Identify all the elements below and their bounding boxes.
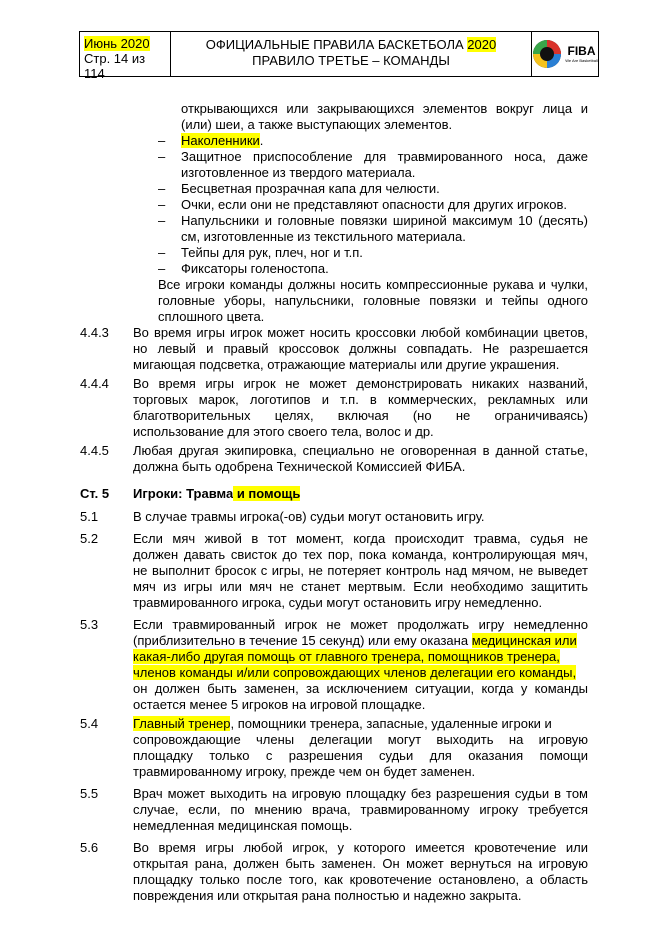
list-dash: – [158,213,166,228]
paragraph-line: должен давать свисток до тех пор, пока команда, контролирующая мяч, [133,547,588,562]
list-item: Очки, если они не представляют опасности для других игроков. [181,197,568,212]
paragraph-line: но левый и правый кроссовок должны совпадать. Не разрешается [133,341,588,356]
paragraph-line: использование для этого своего тела, волос и др. [133,424,434,439]
paragraph-line: немедленная медицинская помощь. [133,818,353,833]
paragraph-line: Любая другая экипировка, специально не оговоренная в данной статье, [133,443,588,458]
section-number: 5.3 [80,617,99,632]
paragraph-line: мигающая подсветка, отражающие материалы или другие украшения. [133,357,560,372]
logo-text: FIBA [567,44,596,58]
paragraph-line: площадку только после того, как кровотечение остановлено, а область [133,872,588,887]
paragraph-line: случае, если, по мнению врача, травмированному игроку требуется [133,802,588,817]
paragraph-line: какая-либо другая помощь от главного тренера, помощников тренера, [133,649,560,664]
list-note: сплошного цвета. [158,309,265,324]
header-title: ОФИЦИАЛЬНЫЕ ПРАВИЛА БАСКЕТБОЛА 2020 [205,37,497,52]
fiba-logo [532,32,598,76]
list-note: головные уборы, напульсники, головные повязки и тейпы одного [158,293,588,308]
list-item: Защитное приспособление для травмированного носа, даже [181,149,588,164]
paragraph-line: открытая рана, должен быть заменен. Он может вернуться на игровую [133,856,588,871]
paragraph-line: Во время игры любой игрок, у которого имеется кровотечение или [133,840,588,855]
section-number: 4.4.4 [80,376,109,391]
paragraph-line: Врач может выходить на игровую площадку без разрешения судьи в том [133,786,588,801]
list-dash: – [158,181,166,196]
header-subtitle: ПРАВИЛО ТРЕТЬЕ – КОМАНДЫ [252,53,450,68]
section-number: 5.2 [80,531,99,546]
paragraph-line: Главный тренер, помощники тренера, запасные, удаленные игроки и [133,716,552,731]
paragraph-line: остается менее 5 игроков на игровой площадке. [133,697,426,712]
header-title-box [171,32,532,76]
page-header [79,31,599,81]
section-number: 5.6 [80,840,99,855]
paragraph-line: он должен быть заменен, за исключением ситуации, когда у команды [133,681,588,696]
list-dash: – [158,197,166,212]
paragraph-line: торговых марок, логотипов и т.п. в коммерческих, рекламных или [133,392,588,407]
list-cont-line: открывающихся или закрывающихся элементов вокруг лица и [181,101,588,116]
list-dash: – [158,261,166,276]
logo-tagline: We Are Basketball [565,58,598,63]
article-title: Игроки: Травма и помощь [133,486,301,501]
paragraph-line: площадку только с разрешения судьи для оказания помощи [133,748,588,763]
header-page-label: Стр. 14 из [84,51,146,66]
paragraph-line: травмированному игроку, прежде чем он будет заменен. [133,764,476,779]
header-date: Июнь 2020 [84,36,150,51]
paragraph-line: благотворительных целях, включая (но не ограничиваясь) [133,408,588,423]
paragraph-line: Во время игры игрок не может демонстрировать никаких названий, [133,376,588,391]
section-number: 4.4.3 [80,325,109,340]
header-date-box [80,32,171,81]
list-item: Тейпы для рук, плеч, ног и т.п. [181,245,363,260]
paragraph-line: (приблизительно в течение 15 секунд) или ему оказана медицинская или [133,633,577,648]
section-number: 4.4.5 [80,443,109,458]
paragraph-line: должна быть одобрена Технической Комиссией ФИБА. [133,459,466,474]
list-note: Все игроки команды должны носить компрессионные рукава и чулки, [158,277,588,292]
list-item: Фиксаторы голеностопа. [181,261,329,276]
list-item: Наколенники. [181,133,264,148]
list-cont-line2: (или) шеи, а также выступающих элементов. [181,117,453,132]
paragraph-line: Если травмированный игрок не может продолжать игру немедленно [133,617,588,632]
basketball-icon [532,39,562,69]
list-item-cont: изготовленное из твердого материала. [181,165,416,180]
header-page-total: 114 [84,66,105,81]
paragraph-line: В случае травмы игрока(-ов) судьи могут остановить игру. [133,509,485,524]
paragraph-line: травмированного игрока, судьи могут остановить игру немедленно. [133,595,543,610]
list-dash: – [158,149,166,164]
list-dash: – [158,133,166,148]
paragraph-line: сопровождающие члены делегации могут выходить на игровую [133,732,588,747]
paragraph-line: Во время игры игрок может носить кроссовки любой комбинации цветов, [133,325,588,340]
section-number: 5.4 [80,716,99,731]
paragraph-line: членов команды и/или сопровождающих членов делегации его команды, [133,665,577,680]
section-number: 5.5 [80,786,99,801]
paragraph-line: повреждения или открытая рана полностью и надежно закрыта. [133,888,522,903]
list-item: Напульсники и головные повязки шириной максимум 10 (десять) [181,213,588,228]
paragraph-line: Если мяч живой в тот момент, когда происходит травма, судья не [133,531,588,546]
list-item: Бесцветная прозрачная капа для челюсти. [181,181,440,196]
article-number: Ст. 5 [80,486,110,501]
section-number: 5.1 [80,509,99,524]
paragraph-line: мяч из игры или мяч не станет мертвым. Если необходимо защитить [133,579,588,594]
list-item-cont: см, изготовленные из текстильного материала. [181,229,466,244]
paragraph-line: не выполнит бросок с игры, не потеряет контроль над мячом, не выведет [133,563,588,578]
list-dash: – [158,245,166,260]
